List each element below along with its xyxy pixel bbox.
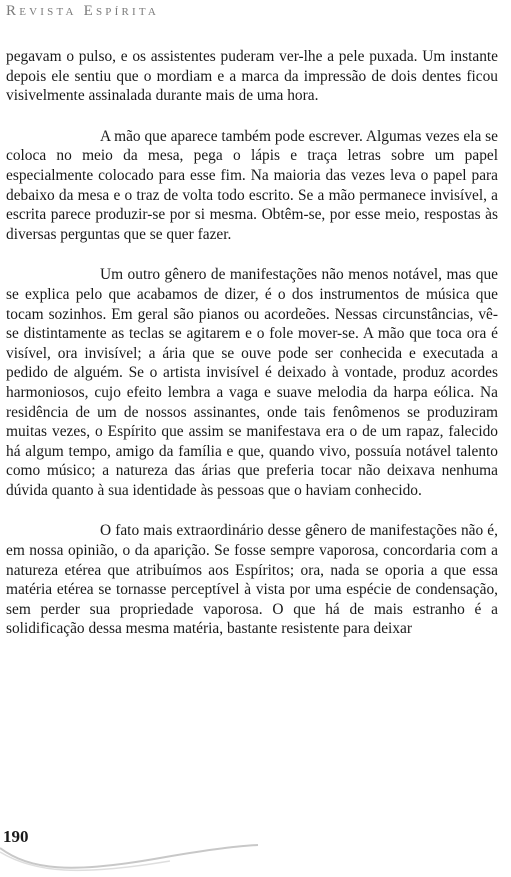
body-text [6,47,498,660]
paragraph-continuation: pegavam o pulso, e os assistentes puderam ver-lhe a pele puxada. Um instante depois ele sentiu que o mordiam e a marca da impressão de dois dentes ficou visivelmente assinalada durante mais de uma hora. [6,48,498,105]
paragraph-musical-instruments: Um outro gênero de manifestações não menos notável, mas que se explica pelo que acabamos de dizer, é o dos instrumentos de música que tocam sozinhos. Em geral são pianos ou acordeões. Nessas circunstâncias, vê-se distintamente as teclas se agitarem e o fole mover-se. A mão que toca ora é visível, ora invisível; a ária que se ouve pode ser conhecida e executada a pedido de alguém. Se o artista invisível é deixado à vontade, produz acordes harmoniosos, cujo efeito lembra a vaga e suave melodia da harpa eólica. Na residência de um de nossos assinantes, onde tais fenômenos se produziram muitas vezes, o Espírito que assim se manifestava era o de um rapaz, falecido há algum tempo, amigo da família e que, quando vivo, possuía notável talento como músico; a natureza das árias que preferia tocar não deixava nenhuma dúvida quanto à sua identidade às pessoas que o haviam conhecido. [6,266,498,499]
page-footer [0,818,511,877]
running-header: Revista Espírita [6,3,160,19]
paragraph-apparition: O fato mais extraordinário desse gênero de manifestações não é, em nossa opinião, o da aparição. Se fosse sempre vaporosa, concordaria com a natureza etérea que atribuímos aos Espíritos; ora, nada se oporia a que essa matéria etérea se tornasse perceptível à vista por uma espécie de condensação, sem perder sua propriedade vaporosa. O que há de mais estranho é a solidificação dessa mesma matéria, bastante resistente para deixar [6,522,498,638]
page-number: 190 [3,827,29,846]
paragraph-writing-hand: A mão que aparece também pode escrever. Algumas vezes ela se coloca no meio da mesa, pega o lápis e traça letras sobre um papel especialmente colocado para esse fim. Na maioria das vezes leva o papel para debaixo da mesa e o traz de volta todo escrito. Se a mão permanece invisível, a escrita parece produzir-se por si mesma. Obtêm-se, por esse meio, respostas às diversas perguntas que se quer fazer. [6,127,498,243]
swoosh-ornament [0,818,260,877]
